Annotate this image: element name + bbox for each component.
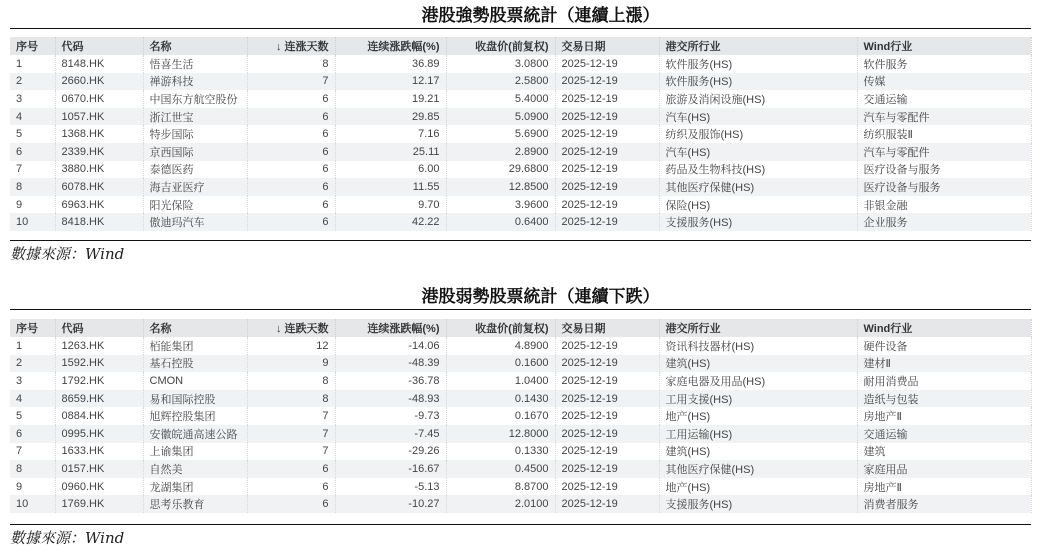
cell-trade-date: 2025-12-19 <box>555 55 659 73</box>
cell-hkex-industry: 支援服务(HS) <box>659 495 857 513</box>
cell-trade-date: 2025-12-19 <box>555 355 659 373</box>
cell-wind-industry: 企业服务 <box>857 213 1031 231</box>
cell-hkex-industry: 旅游及消闲设施(HS) <box>659 90 857 108</box>
cell-trade-date: 2025-12-19 <box>555 213 659 231</box>
cell-wind-industry: 房地产Ⅱ <box>857 478 1031 496</box>
cell-name: 傲迪玛汽车 <box>143 213 247 231</box>
title-rule <box>10 28 1031 29</box>
cell-name: CMON <box>143 372 247 390</box>
table-row[interactable] <box>10 443 1031 461</box>
table-row[interactable] <box>10 407 1031 425</box>
cell-change-pct: 12.17 <box>335 73 446 91</box>
cell-close-price: 29.6800 <box>446 161 555 179</box>
column-header-code[interactable]: 代码 <box>55 319 143 337</box>
cell-change-pct: -14.06 <box>335 337 446 355</box>
cell-hkex-industry: 建筑(HS) <box>659 355 857 373</box>
cell-days: 6 <box>247 495 335 513</box>
cell-hkex-industry: 保险(HS) <box>659 196 857 214</box>
cell-close-price: 2.8900 <box>446 143 555 161</box>
cell-wind-industry: 非银金融 <box>857 196 1031 214</box>
cell-name: 特步国际 <box>143 125 247 143</box>
cell-days: 6 <box>247 143 335 161</box>
cell-wind-industry: 硬件设备 <box>857 337 1031 355</box>
cell-days: 6 <box>247 161 335 179</box>
cell-code: 1368.HK <box>55 125 143 143</box>
header-row <box>10 319 1031 337</box>
cell-name: 龙湖集团 <box>143 478 247 496</box>
cell-change-pct: -9.73 <box>335 407 446 425</box>
cell-hkex-industry: 纺织及服饰(HS) <box>659 125 857 143</box>
cell-close-price: 1.0400 <box>446 372 555 390</box>
table-row[interactable] <box>10 478 1031 496</box>
column-header-change-pct[interactable]: 连续涨跌幅(%) <box>335 319 446 337</box>
cell-change-pct: 6.00 <box>335 161 446 179</box>
bottom-rule <box>10 240 1031 241</box>
cell-code: 1769.HK <box>55 495 143 513</box>
cell-code: 3880.HK <box>55 161 143 179</box>
cell-code: 1592.HK <box>55 355 143 373</box>
cell-hkex-industry: 家庭电器及用品(HS) <box>659 372 857 390</box>
cell-code: 1633.HK <box>55 443 143 461</box>
cell-index: 9 <box>10 196 55 214</box>
cell-name: 上谕集团 <box>143 443 247 461</box>
cell-change-pct: -48.93 <box>335 390 446 408</box>
cell-name: 京西国际 <box>143 143 247 161</box>
cell-close-price: 2.5800 <box>446 73 555 91</box>
cell-wind-industry: 消费者服务 <box>857 495 1031 513</box>
cell-name: 海吉亚医疗 <box>143 178 247 196</box>
cell-index: 9 <box>10 478 55 496</box>
cell-hkex-industry: 支援服务(HS) <box>659 213 857 231</box>
cell-index: 1 <box>10 55 55 73</box>
cell-trade-date: 2025-12-19 <box>555 108 659 126</box>
cell-hkex-industry: 其他医疗保健(HS) <box>659 178 857 196</box>
cell-trade-date: 2025-12-19 <box>555 443 659 461</box>
cell-days: 9 <box>247 355 335 373</box>
cell-change-pct: -36.78 <box>335 372 446 390</box>
cell-code: 6078.HK <box>55 178 143 196</box>
cell-name: 泰德医药 <box>143 161 247 179</box>
weak-stocks-section <box>10 285 1031 549</box>
cell-days: 6 <box>247 108 335 126</box>
cell-code: 2660.HK <box>55 73 143 91</box>
cell-index: 5 <box>10 125 55 143</box>
cell-close-price: 0.1330 <box>446 443 555 461</box>
cell-wind-industry: 传媒 <box>857 73 1031 91</box>
cell-wind-industry: 房地产Ⅱ <box>857 407 1031 425</box>
cell-name: 旭辉控股集团 <box>143 407 247 425</box>
column-header-hkex-industry[interactable]: 港交所行业 <box>659 319 857 337</box>
cell-trade-date: 2025-12-19 <box>555 495 659 513</box>
cell-trade-date: 2025-12-19 <box>555 372 659 390</box>
cell-close-price: 12.8000 <box>446 425 555 443</box>
strong-stocks-section <box>10 4 1031 265</box>
cell-code: 0960.HK <box>55 478 143 496</box>
cell-trade-date: 2025-12-19 <box>555 460 659 478</box>
cell-trade-date: 2025-12-19 <box>555 478 659 496</box>
data-source-note: 數據來源：Wind <box>10 528 125 547</box>
cell-close-price: 2.0100 <box>446 495 555 513</box>
cell-code: 6963.HK <box>55 196 143 214</box>
cell-wind-industry: 软件服务 <box>857 55 1031 73</box>
cell-code: 8659.HK <box>55 390 143 408</box>
cell-days: 8 <box>247 390 335 408</box>
cell-index: 4 <box>10 390 55 408</box>
cell-wind-industry: 医疗设备与服务 <box>857 178 1031 196</box>
cell-trade-date: 2025-12-19 <box>555 73 659 91</box>
table-row[interactable] <box>10 90 1031 108</box>
cell-code: 1792.HK <box>55 372 143 390</box>
table-row[interactable] <box>10 196 1031 214</box>
cell-wind-industry: 纺织服装Ⅱ <box>857 125 1031 143</box>
cell-name: 自然美 <box>143 460 247 478</box>
column-header-index[interactable]: 序号 <box>10 319 55 337</box>
cell-days: 7 <box>247 73 335 91</box>
data-source-note: 數據來源：Wind <box>10 244 125 263</box>
cell-index: 2 <box>10 73 55 91</box>
cell-change-pct: 11.55 <box>335 178 446 196</box>
cell-wind-industry: 交通运输 <box>857 90 1031 108</box>
cell-days: 8 <box>247 372 335 390</box>
cell-index: 1 <box>10 337 55 355</box>
cell-close-price: 0.1430 <box>446 390 555 408</box>
cell-trade-date: 2025-12-19 <box>555 90 659 108</box>
cell-name: 阳光保险 <box>143 196 247 214</box>
cell-name: 悟喜生活 <box>143 55 247 73</box>
cell-trade-date: 2025-12-19 <box>555 337 659 355</box>
cell-close-price: 3.0800 <box>446 55 555 73</box>
cell-days: 6 <box>247 196 335 214</box>
cell-days: 6 <box>247 125 335 143</box>
cell-trade-date: 2025-12-19 <box>555 196 659 214</box>
cell-trade-date: 2025-12-19 <box>555 425 659 443</box>
cell-wind-industry: 汽车与零配件 <box>857 108 1031 126</box>
table-row[interactable] <box>10 213 1031 231</box>
weak-table-title: 港股弱勢股票統計（連續下跌） <box>421 287 660 306</box>
weak-stocks-table <box>10 319 1032 513</box>
cell-code: 1263.HK <box>55 337 143 355</box>
cell-name: 安徽皖通高速公路 <box>143 425 247 443</box>
cell-name: 易和国际控股 <box>143 390 247 408</box>
column-header-trade-date[interactable]: 交易日期 <box>555 37 659 55</box>
cell-trade-date: 2025-12-19 <box>555 143 659 161</box>
cell-change-pct: 19.21 <box>335 90 446 108</box>
cell-days: 6 <box>247 478 335 496</box>
cell-index: 3 <box>10 90 55 108</box>
table-row[interactable] <box>10 178 1031 196</box>
cell-index: 6 <box>10 425 55 443</box>
cell-name: 思考乐教育 <box>143 495 247 513</box>
cell-code: 0670.HK <box>55 90 143 108</box>
cell-wind-industry: 建筑 <box>857 443 1031 461</box>
cell-close-price: 4.8900 <box>446 337 555 355</box>
column-header-wind-industry[interactable]: Wind行业 <box>857 37 1031 55</box>
cell-change-pct: -10.27 <box>335 495 446 513</box>
cell-hkex-industry: 建筑(HS) <box>659 443 857 461</box>
cell-hkex-industry: 地产(HS) <box>659 407 857 425</box>
table-row[interactable] <box>10 337 1031 355</box>
cell-close-price: 3.9600 <box>446 196 555 214</box>
cell-change-pct: 9.70 <box>335 196 446 214</box>
column-header-days[interactable]: ↓ 连跌天数 <box>247 319 335 337</box>
table-row[interactable] <box>10 390 1031 408</box>
cell-hkex-industry: 软件服务(HS) <box>659 73 857 91</box>
cell-hkex-industry: 工用支援(HS) <box>659 390 857 408</box>
cell-hkex-industry: 其他医疗保健(HS) <box>659 460 857 478</box>
table-row[interactable] <box>10 355 1031 373</box>
cell-change-pct: -16.67 <box>335 460 446 478</box>
cell-close-price: 0.1670 <box>446 407 555 425</box>
cell-hkex-industry: 地产(HS) <box>659 478 857 496</box>
header-row <box>10 37 1031 55</box>
column-header-code[interactable]: 代码 <box>55 37 143 55</box>
cell-change-pct: -5.13 <box>335 478 446 496</box>
cell-change-pct: 36.89 <box>335 55 446 73</box>
bottom-rule <box>10 524 1031 525</box>
strong-table-title: 港股強勢股票統計（連續上漲） <box>421 6 660 25</box>
cell-days: 12 <box>247 337 335 355</box>
cell-change-pct: -29.26 <box>335 443 446 461</box>
cell-index: 2 <box>10 355 55 373</box>
cell-days: 7 <box>247 407 335 425</box>
cell-index: 8 <box>10 178 55 196</box>
cell-close-price: 5.6900 <box>446 125 555 143</box>
column-header-name[interactable]: 名称 <box>143 319 247 337</box>
cell-change-pct: 29.85 <box>335 108 446 126</box>
cell-close-price: 8.8700 <box>446 478 555 496</box>
cell-name: 中国东方航空股份 <box>143 90 247 108</box>
cell-code: 1057.HK <box>55 108 143 126</box>
cell-index: 3 <box>10 372 55 390</box>
cell-close-price: 0.1600 <box>446 355 555 373</box>
cell-index: 4 <box>10 108 55 126</box>
cell-change-pct: 42.22 <box>335 213 446 231</box>
cell-index: 5 <box>10 407 55 425</box>
cell-days: 7 <box>247 443 335 461</box>
cell-name: 栢能集团 <box>143 337 247 355</box>
cell-wind-industry: 医疗设备与服务 <box>857 161 1031 179</box>
cell-change-pct: 25.11 <box>335 143 446 161</box>
column-header-name[interactable]: 名称 <box>143 37 247 55</box>
table-row[interactable] <box>10 125 1031 143</box>
cell-close-price: 12.8500 <box>446 178 555 196</box>
cell-close-price: 0.4500 <box>446 460 555 478</box>
cell-index: 6 <box>10 143 55 161</box>
column-header-trade-date[interactable]: 交易日期 <box>555 319 659 337</box>
cell-days: 7 <box>247 425 335 443</box>
cell-name: 禅游科技 <box>143 73 247 91</box>
cell-wind-industry: 建材Ⅱ <box>857 355 1031 373</box>
cell-hkex-industry: 工用运输(HS) <box>659 425 857 443</box>
cell-wind-industry: 耐用消费品 <box>857 372 1031 390</box>
cell-code: 0157.HK <box>55 460 143 478</box>
cell-change-pct: 7.16 <box>335 125 446 143</box>
cell-index: 7 <box>10 161 55 179</box>
cell-index: 8 <box>10 460 55 478</box>
table-row[interactable] <box>10 372 1031 390</box>
cell-days: 6 <box>247 460 335 478</box>
cell-days: 8 <box>247 55 335 73</box>
column-header-index[interactable]: 序号 <box>10 37 55 55</box>
cell-days: 6 <box>247 90 335 108</box>
cell-name: 浙江世宝 <box>143 108 247 126</box>
table-row[interactable] <box>10 73 1031 91</box>
strong-stocks-table <box>10 37 1032 231</box>
cell-hkex-industry: 汽车(HS) <box>659 108 857 126</box>
cell-change-pct: -7.45 <box>335 425 446 443</box>
cell-index: 10 <box>10 495 55 513</box>
cell-close-price: 5.4000 <box>446 90 555 108</box>
cell-trade-date: 2025-12-19 <box>555 125 659 143</box>
cell-index: 7 <box>10 443 55 461</box>
cell-hkex-industry: 软件服务(HS) <box>659 55 857 73</box>
column-header-close-price[interactable]: 收盘价(前复权) <box>446 37 555 55</box>
cell-name: 基石控股 <box>143 355 247 373</box>
table-row[interactable] <box>10 143 1031 161</box>
cell-days: 6 <box>247 213 335 231</box>
table-row[interactable] <box>10 161 1031 179</box>
table-row[interactable] <box>10 55 1031 73</box>
cell-code: 0995.HK <box>55 425 143 443</box>
column-header-close-price[interactable]: 收盘价(前复权) <box>446 319 555 337</box>
cell-hkex-industry: 药品及生物科技(HS) <box>659 161 857 179</box>
table-row[interactable] <box>10 460 1031 478</box>
cell-trade-date: 2025-12-19 <box>555 161 659 179</box>
cell-code: 8148.HK <box>55 55 143 73</box>
cell-hkex-industry: 资讯科技器材(HS) <box>659 337 857 355</box>
table-row[interactable] <box>10 425 1031 443</box>
column-header-days[interactable]: ↓ 连涨天数 <box>247 37 335 55</box>
table-row[interactable] <box>10 108 1031 126</box>
cell-hkex-industry: 汽车(HS) <box>659 143 857 161</box>
cell-wind-industry: 交通运输 <box>857 425 1031 443</box>
cell-index: 10 <box>10 213 55 231</box>
cell-wind-industry: 家庭用品 <box>857 460 1031 478</box>
cell-trade-date: 2025-12-19 <box>555 178 659 196</box>
cell-code: 0884.HK <box>55 407 143 425</box>
cell-wind-industry: 汽车与零配件 <box>857 143 1031 161</box>
column-header-hkex-industry[interactable]: 港交所行业 <box>659 37 857 55</box>
column-header-change-pct[interactable]: 连续涨跌幅(%) <box>335 37 446 55</box>
cell-close-price: 5.0900 <box>446 108 555 126</box>
cell-close-price: 0.6400 <box>446 213 555 231</box>
cell-trade-date: 2025-12-19 <box>555 407 659 425</box>
cell-days: 6 <box>247 178 335 196</box>
column-header-wind-industry[interactable]: Wind行业 <box>857 319 1031 337</box>
cell-wind-industry: 造纸与包装 <box>857 390 1031 408</box>
cell-change-pct: -48.39 <box>335 355 446 373</box>
cell-trade-date: 2025-12-19 <box>555 390 659 408</box>
title-rule <box>10 309 1031 310</box>
table-row[interactable] <box>10 495 1031 513</box>
cell-code: 8418.HK <box>55 213 143 231</box>
cell-code: 2339.HK <box>55 143 143 161</box>
